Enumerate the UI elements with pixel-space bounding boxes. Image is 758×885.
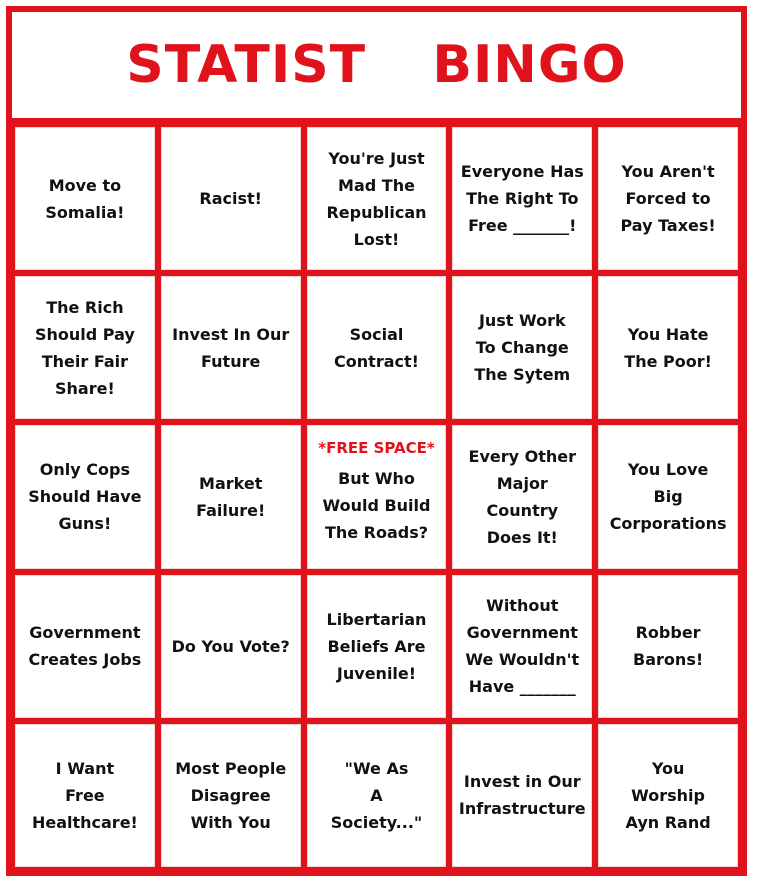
- bingo-grid: [12, 124, 741, 870]
- cell-text: You're Just Mad The Republican Lost!: [326, 148, 427, 249]
- bingo-cell-r3-c2[interactable]: [158, 422, 304, 571]
- cell-text: Market Failure!: [196, 473, 266, 520]
- bingo-cell-r5-c4[interactable]: [449, 721, 595, 870]
- bingo-cell-r1-c4[interactable]: [449, 124, 595, 273]
- cell-text: Move to Somalia!: [45, 175, 125, 222]
- bingo-cell-r5-c2[interactable]: [158, 721, 304, 870]
- cell-text: "We As A Society...": [330, 758, 423, 832]
- cell-text: Robber Barons!: [633, 623, 704, 670]
- bingo-cell-r4-c3[interactable]: [304, 572, 450, 721]
- free-space-label: *FREE SPACE*: [318, 439, 435, 458]
- bingo-cell-r1-c3[interactable]: [304, 124, 450, 273]
- title-box: [12, 12, 741, 124]
- cell-text: Invest In Our Future: [172, 324, 290, 371]
- cell-text: Just Work To Change The Sytem: [474, 311, 571, 385]
- bingo-cell-r1-c5[interactable]: [595, 124, 741, 273]
- cell-text: Invest in Our Infrastructure: [458, 772, 586, 819]
- bingo-cell-r1-c2[interactable]: [158, 124, 304, 273]
- cell-text: You Love Big Corporations: [609, 460, 727, 534]
- cell-text: Do You Vote?: [171, 636, 290, 656]
- bingo-cell-r4-c4[interactable]: [449, 572, 595, 721]
- cell-text: Only Cops Should Have Guns!: [28, 460, 142, 534]
- cell-text: You Aren't Forced to Pay Taxes!: [620, 162, 716, 236]
- cell-text: I Want Free Healthcare!: [31, 758, 138, 832]
- bingo-cell-r5-c5[interactable]: [595, 721, 741, 870]
- bingo-cell-r2-c5[interactable]: [595, 273, 741, 422]
- cell-text: The Rich Should Pay Their Fair Share!: [34, 297, 135, 398]
- bingo-cell-r5-c3[interactable]: [304, 721, 450, 870]
- bingo-board: [6, 6, 747, 876]
- bingo-cell-r3-c1[interactable]: [12, 422, 158, 571]
- bingo-title: STATIST BINGO: [126, 35, 627, 95]
- bingo-cell-r4-c5[interactable]: [595, 572, 741, 721]
- cell-text: Government Creates Jobs: [28, 623, 142, 670]
- bingo-cell-r1-c1[interactable]: [12, 124, 158, 273]
- cell-text: You Hate The Poor!: [624, 324, 712, 371]
- bingo-cell-r2-c4[interactable]: [449, 273, 595, 422]
- bingo-cell-r4-c2[interactable]: [158, 572, 304, 721]
- cell-text: But Who Would Build The Roads?: [322, 469, 431, 543]
- cell-text: Everyone Has The Right To Free _______!: [460, 162, 584, 236]
- cell-text: Every Other Major Country Does It!: [468, 446, 577, 547]
- bingo-cell-r3-c5[interactable]: [595, 422, 741, 571]
- cell-text: Libertarian Beliefs Are Juvenile!: [326, 609, 427, 683]
- bingo-cell-r3-c4[interactable]: [449, 422, 595, 571]
- cell-text: Without Government We Wouldn't Have _______: [465, 596, 580, 697]
- cell-text: Social Contract!: [334, 324, 419, 371]
- bingo-cell-r4-c1[interactable]: [12, 572, 158, 721]
- free-space-cell[interactable]: [304, 422, 450, 571]
- bingo-cell-r2-c3[interactable]: [304, 273, 450, 422]
- cell-text: You Worship Ayn Rand: [625, 758, 711, 832]
- cell-text: Most People Disagree With You: [175, 758, 287, 832]
- bingo-cell-r2-c2[interactable]: [158, 273, 304, 422]
- cell-text: Racist!: [199, 189, 262, 209]
- bingo-cell-r2-c1[interactable]: [12, 273, 158, 422]
- bingo-cell-r5-c1[interactable]: [12, 721, 158, 870]
